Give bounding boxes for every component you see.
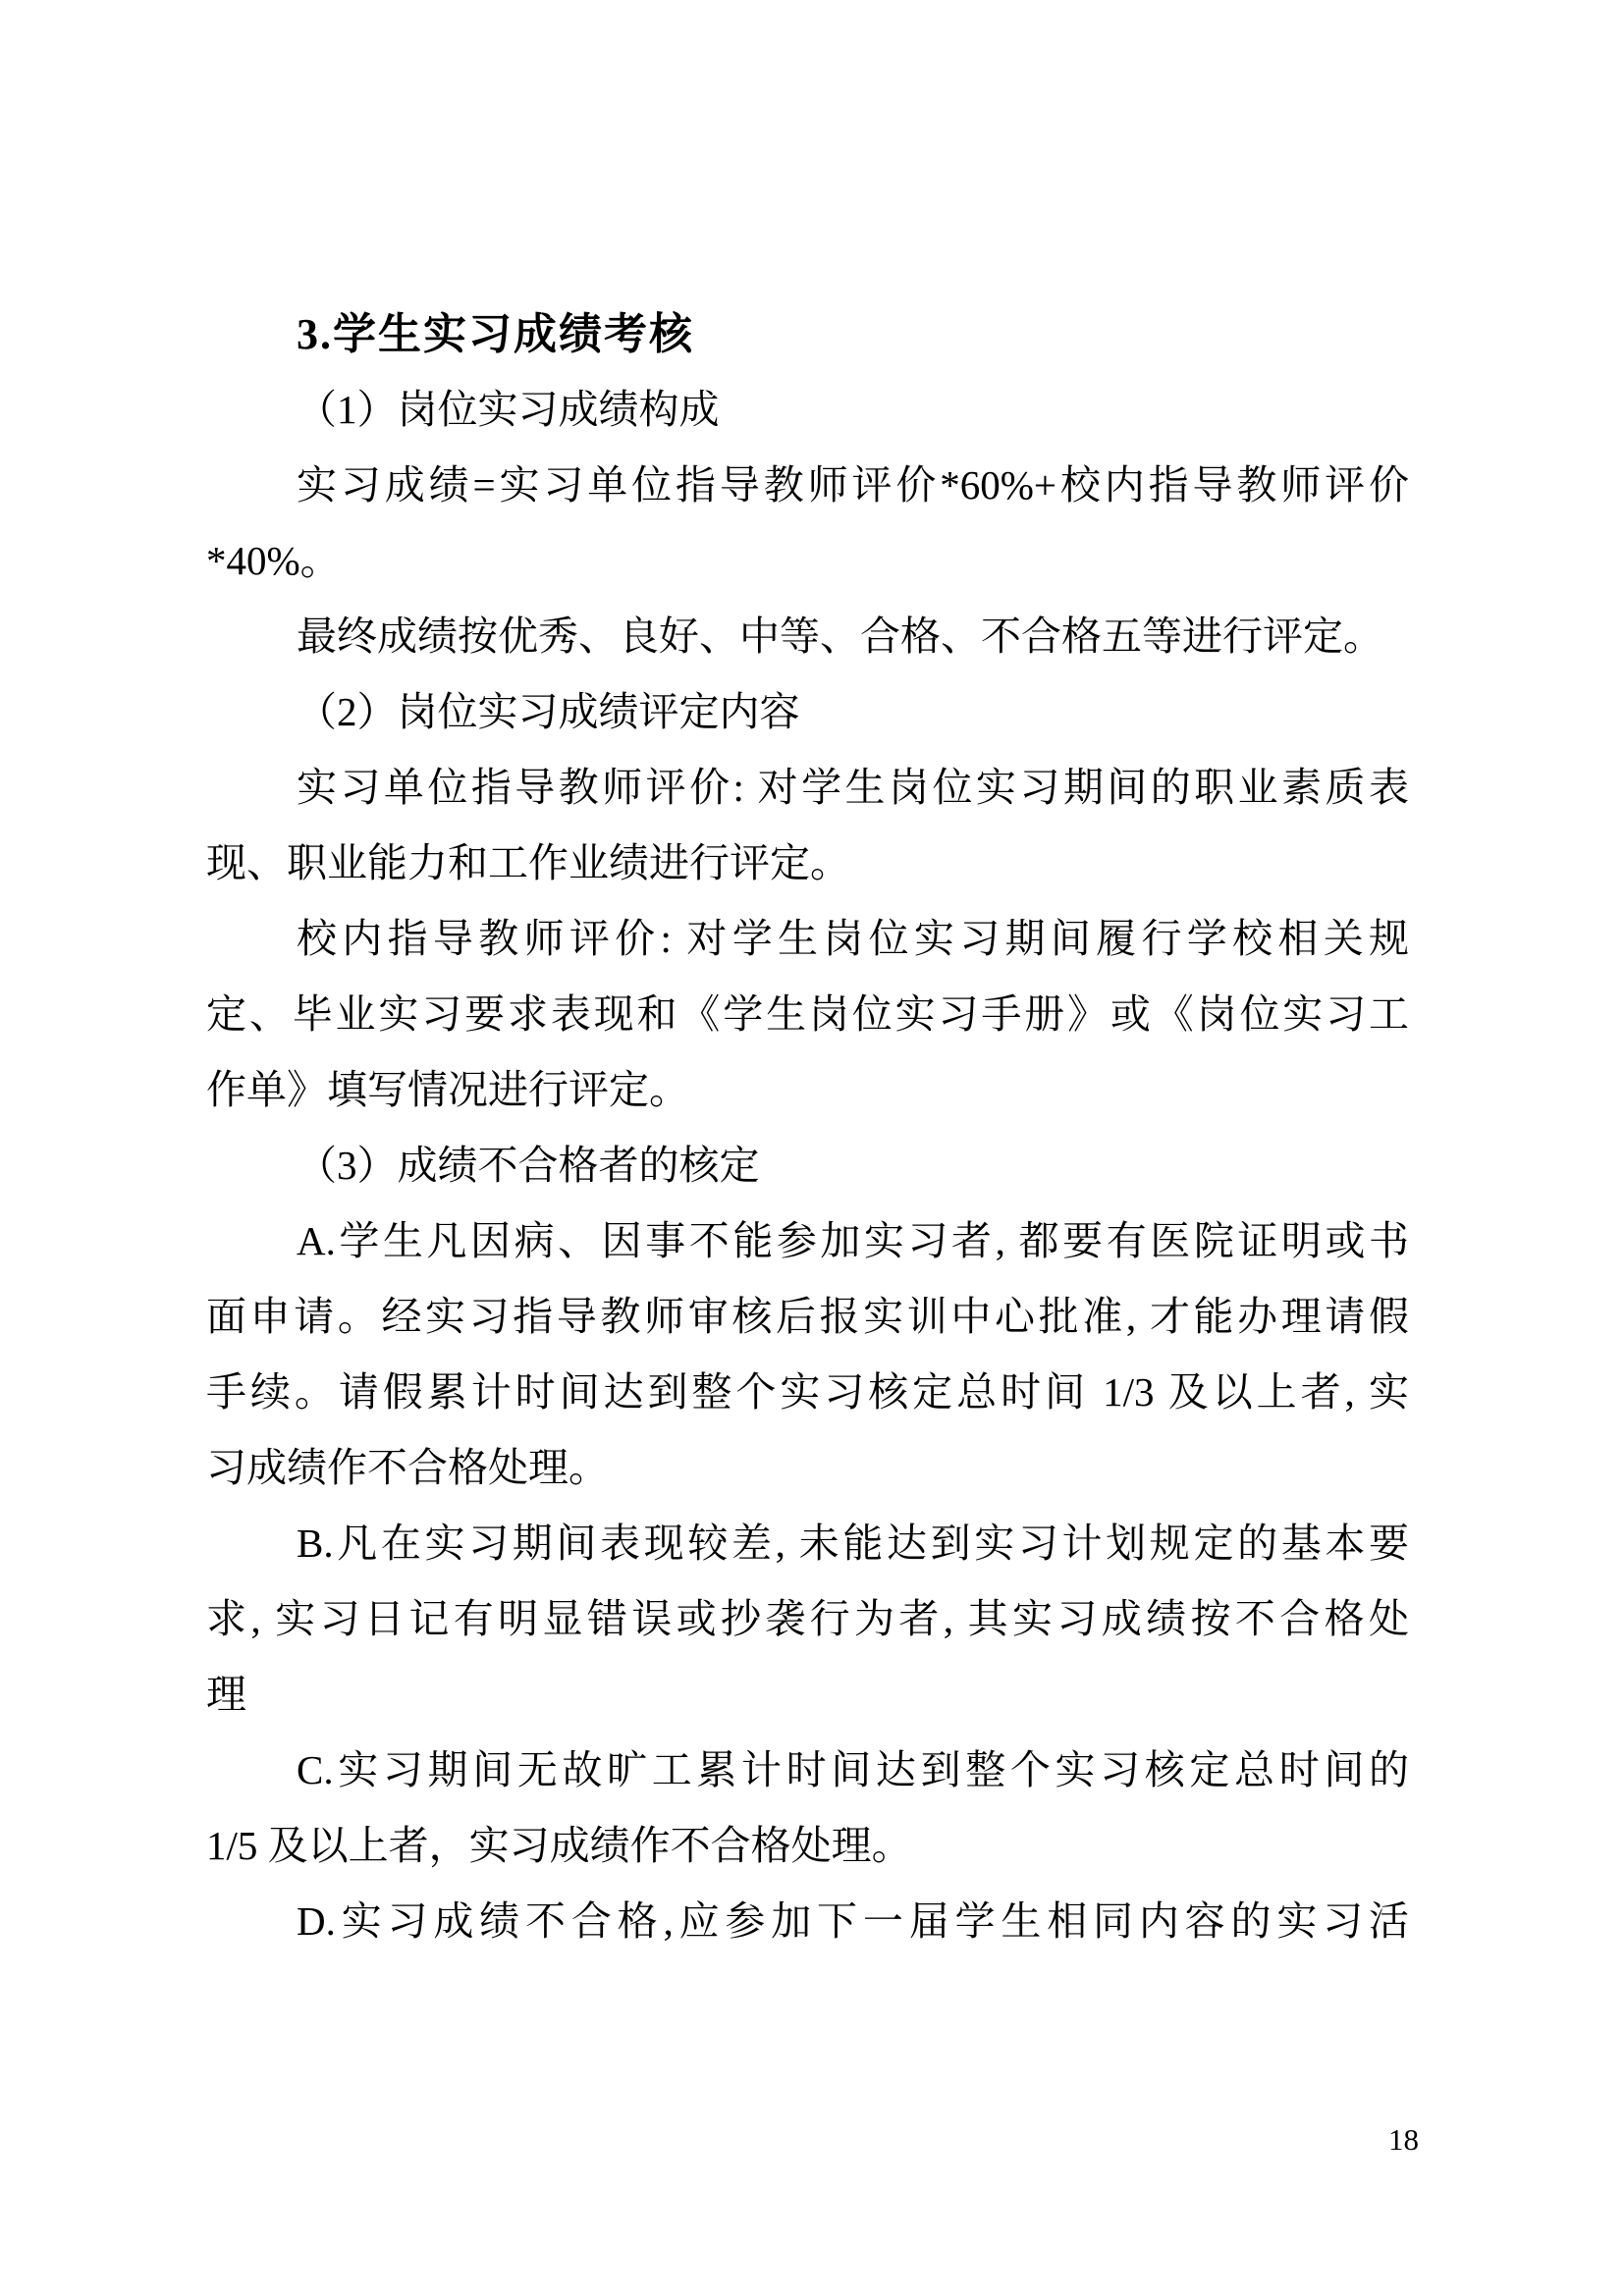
text-line: （2）岗位实习成绩评定内容 — [297, 689, 800, 734]
text-line: （3）成绩不合格者的核定 — [297, 1143, 760, 1188]
document-body — [206, 296, 1409, 1959]
text-line: 作单》填写情况进行评定。 — [206, 1067, 689, 1112]
text-line: 习成绩作不合格处理。 — [206, 1445, 609, 1490]
text-line: A.学生凡因病、因事不能参加实习者, 都要有医院证明或书 — [297, 1218, 1409, 1263]
text-line: 手续。请假累计时间达到整个实习核定总时间 1/3 及以上者, 实 — [206, 1369, 1409, 1415]
section-heading: 3.学生实习成绩考核 — [297, 310, 694, 358]
text-line: （1）岗位实习成绩构成 — [297, 387, 720, 432]
text-line: 求, 实习日记有明显错误或抄袭行为者, 其实习成绩按不合格处 — [206, 1596, 1409, 1641]
text-line: 1/5 及以上者，实习成绩作不合格处理。 — [206, 1823, 912, 1868]
text-line: 最终成绩按优秀、良好、中等、合格、不合格五等进行评定。 — [297, 614, 1383, 659]
text-line: 实习成绩=实习单位指导教师评价*60%+校内指导教师评价 — [297, 462, 1409, 507]
page-number: 18 — [1388, 2122, 1419, 2157]
text-line: C.实习期间无故旷工累计时间达到整个实习核定总时间的 — [297, 1747, 1409, 1792]
text-line: 面申请。经实习指导教师审核后报实训中心批准, 才能办理请假 — [206, 1294, 1409, 1339]
text-line: *40%。 — [206, 538, 341, 583]
text-line: 定、毕业实习要求表现和《学生岗位实习手册》或《岗位实习工 — [206, 991, 1409, 1037]
text-line: B.凡在实习期间表现较差, 未能达到实习计划规定的基本要 — [297, 1521, 1409, 1566]
text-line: 校内指导教师评价: 对学生岗位实习期间履行学校相关规 — [297, 916, 1409, 961]
text-line: 理 — [206, 1672, 246, 1717]
text-line: 实习单位指导教师评价: 对学生岗位实习期间的职业素质表 — [297, 765, 1409, 810]
text-line: D.实习成绩不合格,应参加下一届学生相同内容的实习活 — [297, 1898, 1409, 1944]
text-line: 现、职业能力和工作业绩进行评定。 — [206, 840, 850, 885]
